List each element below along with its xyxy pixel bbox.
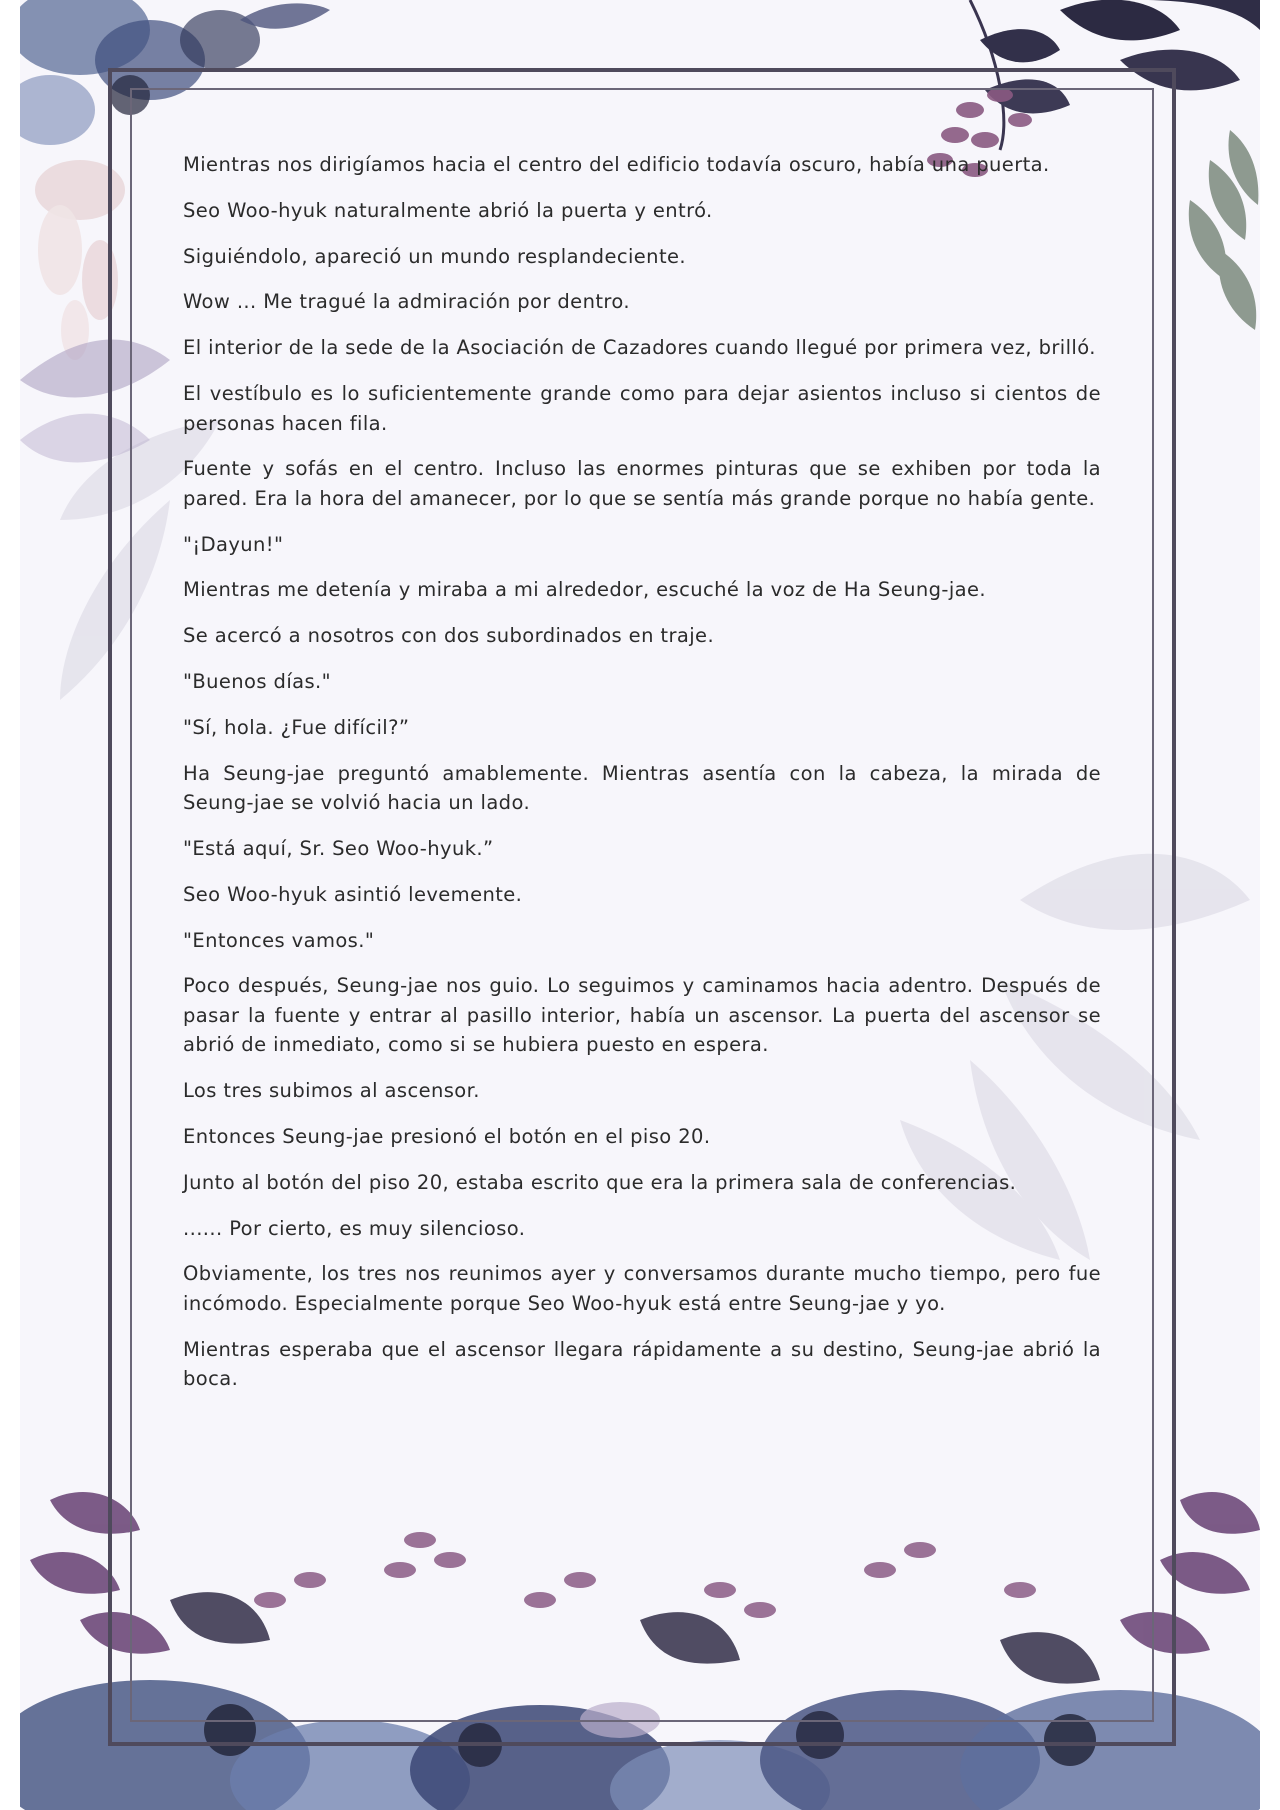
paragraph: El vestíbulo es lo suficientemente grande como para dejar asientos incluso si cientos de personas hacen fila.	[183, 381, 1101, 435]
paragraph: Obviamente, los tres nos reunimos ayer y conversamos durante mucho tiempo, pero fue incómodo. Especialmente porque Seo Woo-hyuk está entre Seung-jae y yo.	[183, 1262, 1101, 1315]
paragraph: Seo Woo-hyuk naturalmente abrió la puerta y entró.	[183, 198, 713, 222]
paragraph: Los tres subimos al ascensor.	[183, 1079, 480, 1103]
paragraph: Entonces Seung-jae presionó el botón en el piso 20.	[183, 1125, 711, 1149]
paragraph: "Está aquí, Sr. Seo Woo-hyuk.”	[183, 836, 494, 860]
paragraph: Siguiéndolo, apareció un mundo resplandeciente.	[183, 244, 686, 268]
paragraph: Seo Woo-hyuk asintió levemente.	[183, 882, 523, 906]
document-page	[20, 0, 1260, 1810]
paragraph: Mientras esperaba que el ascensor llegara rápidamente a su destino, Seung-jae abrió la boca.	[183, 1337, 1101, 1391]
paragraph: Wow ... Me tragué la admiración por dentro.	[183, 290, 630, 314]
paragraph: "Buenos días."	[183, 670, 332, 693]
paragraph: ...... Por cierto, es muy silencioso.	[183, 1216, 526, 1240]
paragraph: "¡Dayun!"	[183, 532, 284, 556]
paragraph: "Entonces vamos."	[183, 928, 375, 952]
paragraph: Mientras nos dirigíamos hacia el centro del edificio todavía oscuro, había una puerta.	[183, 153, 1050, 176]
document-body	[183, 150, 1101, 1410]
paragraph: Poco después, Seung-jae nos guio. Lo seguimos y caminamos hacia adentro. Después de pasar la fuente y entrar al pasillo interior, había un ascensor. La puerta del ascensor se abrió de inmediato, como si se hubiera puesto en espera.	[183, 974, 1101, 1057]
paragraph: Junto al botón del piso 20, estaba escrito que era la primera sala de conferencias.	[183, 1170, 1017, 1194]
paragraph: Se acercó a nosotros con dos subordinados en traje.	[183, 624, 715, 648]
paragraph: Mientras me detenía y miraba a mi alrededor, escuché la voz de Ha Seung-jae.	[183, 578, 986, 602]
paragraph: "Sí, hola. ¿Fue difícil?”	[183, 715, 410, 739]
paragraph: Fuente y sofás en el centro. Incluso las enormes pinturas que se exhiben por toda la pared. Era la hora del amanecer, por lo que se sentía más grande porque no había gente.	[183, 457, 1101, 510]
paragraph: El interior de la sede de la Asociación de Cazadores cuando llegué por primera vez, brilló.	[183, 336, 1096, 360]
paragraph: Ha Seung-jae preguntó amablemente. Mientras asentía con la cabeza, la mirada de Seung-jae se volvió hacia un lado.	[183, 761, 1101, 815]
